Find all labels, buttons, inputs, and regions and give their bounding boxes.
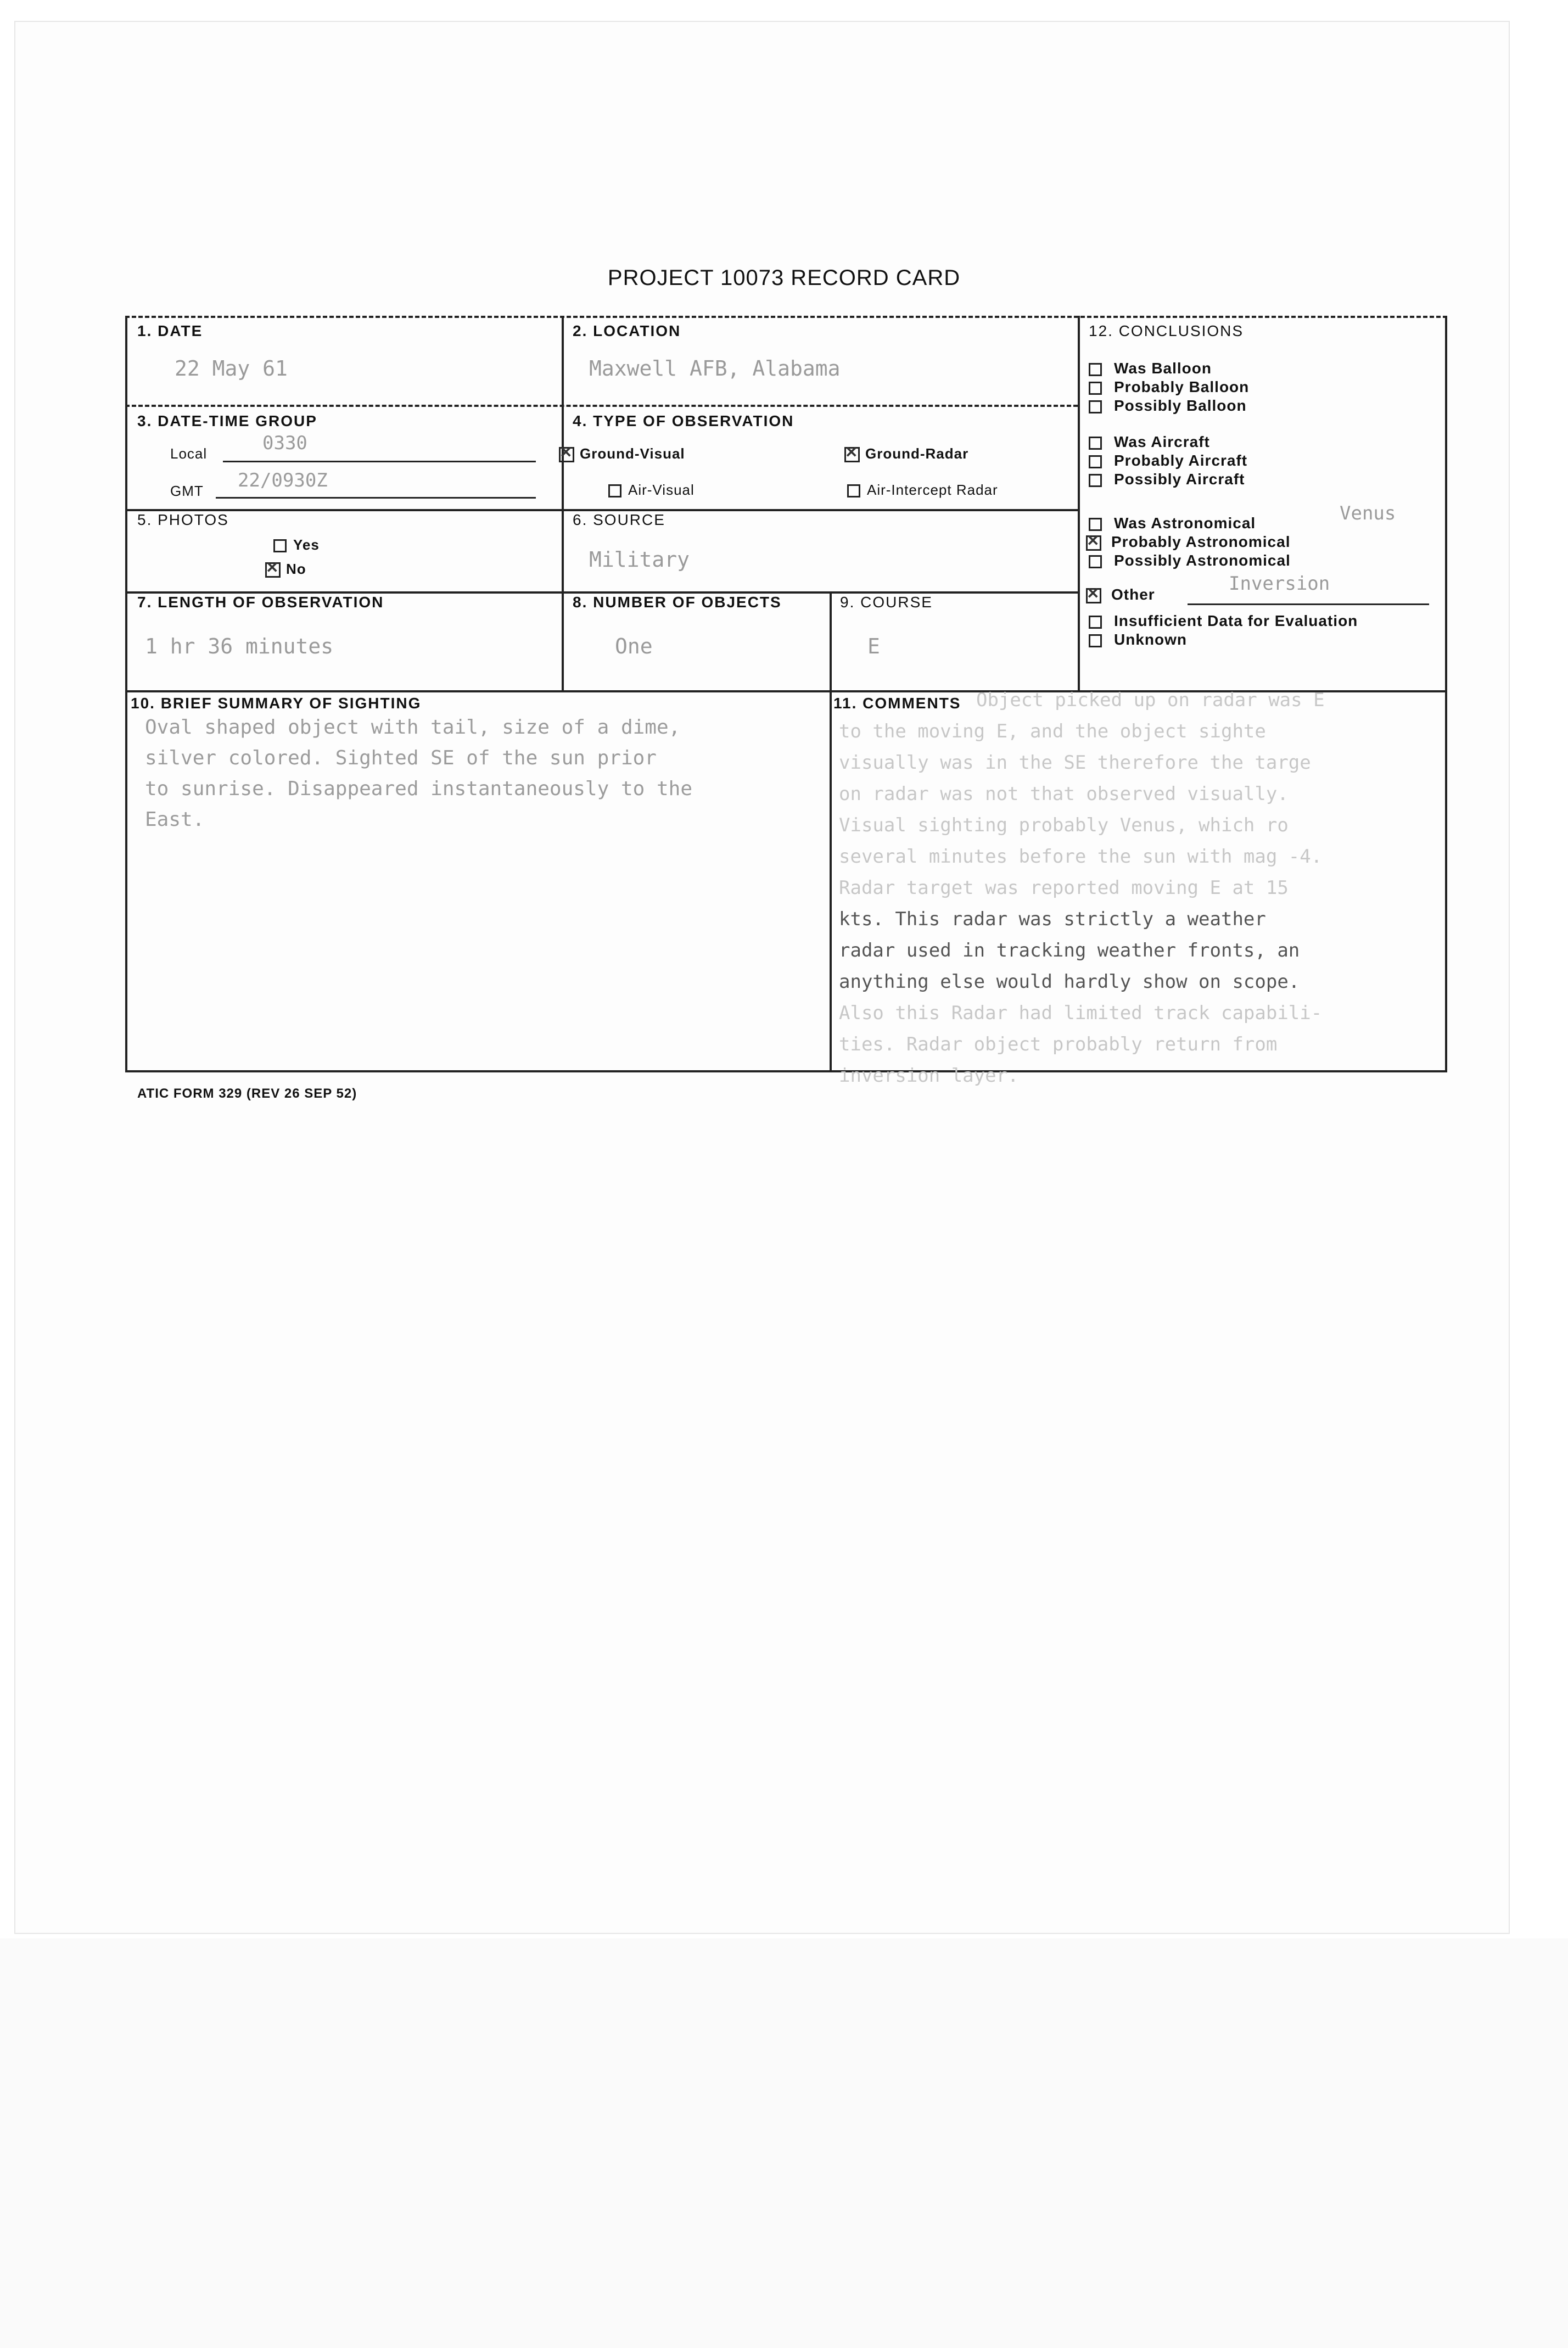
checkbox bbox=[1089, 363, 1102, 376]
ground-visual-checkbox bbox=[559, 447, 574, 462]
ground-visual-option: ✕Ground-Visual bbox=[559, 445, 685, 462]
other-value: Inversion bbox=[1229, 573, 1330, 595]
gmt-label: GMT bbox=[170, 483, 204, 499]
air-visual-option: Air-Visual bbox=[608, 482, 695, 499]
conclusion-possibly-balloon: Possibly Balloon bbox=[1089, 397, 1247, 415]
number-value: One bbox=[615, 634, 653, 658]
course-value: E bbox=[867, 634, 880, 658]
photos-no-checkbox bbox=[265, 562, 281, 578]
ground-radar-option: ✕ Ground-Radar bbox=[844, 445, 968, 462]
conclusion-insufficient-data: Insufficient Data for Evaluation bbox=[1089, 612, 1358, 630]
local-label: Local bbox=[170, 445, 208, 462]
type-label: 4. TYPE OF OBSERVATION bbox=[573, 412, 794, 429]
air-visual-checkbox bbox=[608, 484, 621, 497]
checkbox bbox=[1089, 616, 1102, 629]
length-value: 1 hr 36 minutes bbox=[145, 634, 334, 658]
checked-checkbox bbox=[1086, 535, 1101, 551]
dtg-label: 3. DATE-TIME GROUP bbox=[137, 412, 317, 429]
checked-checkbox bbox=[1086, 588, 1101, 603]
conclusion-was-astronomical: Was Astronomical bbox=[1089, 515, 1256, 532]
checkbox bbox=[1089, 518, 1102, 531]
summary-text: Oval shaped object with tail, size of a dime, silver colored. Sighted SE of the sun prior to sunrise. Disappeared instantaneously to the East. bbox=[145, 716, 692, 831]
date-label: 1. DATE bbox=[137, 322, 203, 339]
card-title: PROJECT 10073 RECORD CARD bbox=[607, 266, 961, 290]
conclusion-possibly-aircraft: Possibly Aircraft bbox=[1089, 471, 1245, 488]
film-margin bbox=[0, 1938, 1568, 2348]
checkbox bbox=[1089, 400, 1102, 413]
astronomical-note: Venus bbox=[1340, 502, 1396, 524]
photos-no-option: ✕No bbox=[265, 561, 306, 578]
conclusion-probably-astronomical: ✕Probably Astronomical bbox=[1086, 533, 1290, 551]
air-intercept-option: Air-Intercept Radar bbox=[847, 482, 998, 499]
summary-label: 10. BRIEF SUMMARY OF SIGHTING bbox=[131, 695, 422, 712]
conclusion-unknown: Unknown bbox=[1089, 631, 1187, 649]
conclusion-possibly-astronomical: Possibly Astronomical bbox=[1089, 552, 1291, 569]
air-intercept-checkbox bbox=[847, 484, 860, 497]
location-value: Maxwell AFB, Alabama bbox=[589, 356, 841, 381]
record-card bbox=[125, 316, 1447, 1087]
course-label: 9. COURSE bbox=[840, 594, 933, 611]
number-label: 8. NUMBER OF OBJECTS bbox=[573, 594, 782, 611]
conclusion-probably-aircraft: Probably Aircraft bbox=[1089, 452, 1247, 469]
source-label: 6. SOURCE bbox=[573, 511, 665, 528]
conclusion-probably-balloon: Probably Balloon bbox=[1089, 378, 1249, 396]
gmt-value: 22/0930Z bbox=[238, 469, 328, 491]
checkbox bbox=[1089, 474, 1102, 487]
conclusion-was-aircraft: Was Aircraft bbox=[1089, 433, 1210, 451]
form-id: ATIC FORM 329 (REV 26 SEP 52) bbox=[137, 1086, 357, 1101]
location-label: 2. LOCATION bbox=[573, 322, 681, 339]
source-value: Military bbox=[589, 547, 690, 572]
comments-label: 11. COMMENTS bbox=[833, 695, 961, 712]
photos-yes-checkbox bbox=[273, 539, 287, 552]
comments-text: Object picked up on radar was E to the moving E, and the object sighte visually was in the SE therefore the targe on radar was not that observed visually. Visual sighting probably Venus, which ro several minutes before the sun with mag -4. Radar target was reported moving E at 15 kts. This radar was strictly a weather radar used in tracking weather fronts, an anything else would hardly show on scope. Also this Radar had limited track capabili- ties. Radar object probably return from inversion layer. bbox=[839, 689, 1325, 1087]
date-value: 22 May 61 bbox=[175, 356, 288, 381]
checkbox bbox=[1089, 437, 1102, 450]
conclusion-other: ✕Other bbox=[1086, 586, 1155, 603]
checkbox bbox=[1089, 555, 1102, 568]
ground-radar-checkbox bbox=[844, 447, 860, 462]
length-label: 7. LENGTH OF OBSERVATION bbox=[137, 594, 384, 611]
checkbox bbox=[1089, 382, 1102, 395]
photos-yes-option: Yes bbox=[273, 536, 320, 554]
conclusion-was-balloon: Was Balloon bbox=[1089, 360, 1212, 377]
conclusions-label: 12. CONCLUSIONS bbox=[1089, 322, 1244, 339]
checkbox bbox=[1089, 634, 1102, 647]
checkbox bbox=[1089, 455, 1102, 468]
local-value: 0330 bbox=[262, 432, 307, 454]
photos-label: 5. PHOTOS bbox=[137, 511, 229, 528]
